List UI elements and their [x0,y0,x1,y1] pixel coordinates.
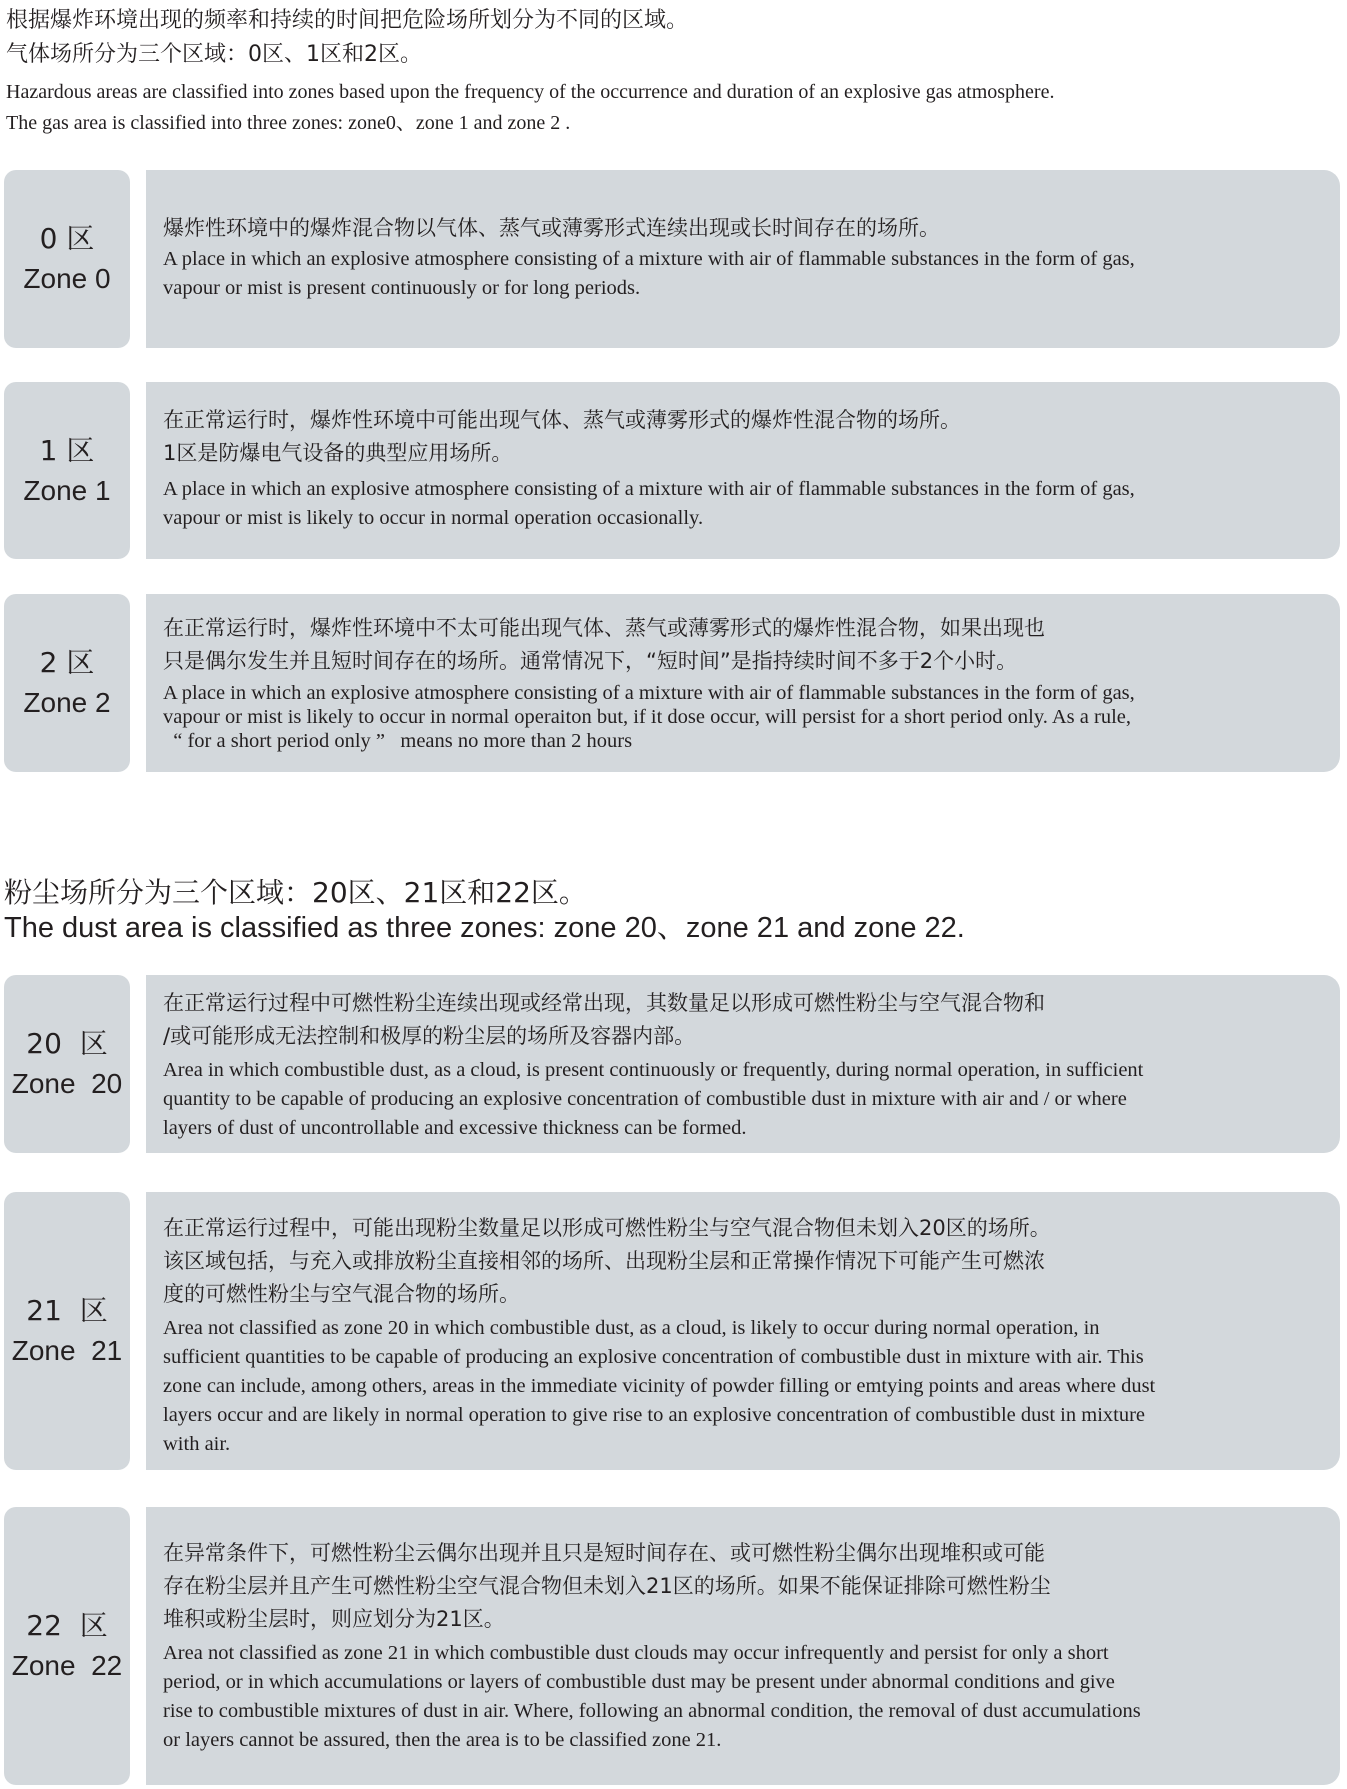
zone-en-line: layers occur and are likely in normal operation to give rise to an explosive concentration of combustible dust in mixture [163,1404,1146,1426]
zone-en-line: A place in which an explosive atmosphere consisting of a mixture with air of flammable substances in the form of gas, [163,478,1135,500]
zone-en-line: “ for a short period only ” means no more than 2 hours [163,730,633,752]
zone-description [146,594,1340,772]
zone-label-en: Zone 20 [11,1068,123,1099]
zone-21-card [4,1192,1340,1470]
zone-zh-line: 在正常运行时，爆炸性环境中可能出现气体、蒸气或薄雾形式的爆炸性混合物的场所。 [163,408,961,432]
zone-20-card [4,975,1340,1153]
intro-zh-line-2: 气体场所分为三个区域：0区、1区和2区。 [6,42,422,67]
zone-zh-line: 在异常条件下，可燃性粉尘云偶尔出现并且只是短时间存在、或可燃性粉尘偶尔出现堆积或可能 [163,1541,1045,1565]
zone-label-box [4,975,130,1153]
intro-section [6,4,1336,139]
zone-en-line: zone can include, among others, areas in the immediate vicinity of powder filling or emtying points and areas where dust [163,1375,1156,1397]
zone-label-en: Zone 2 [23,687,111,718]
dust-heading-zh: 粉尘场所分为三个区域：20区、21区和22区。 [4,876,587,909]
intro-zh-line-1: 根据爆炸环境出现的频率和持续的时间把危险场所划分为不同的区域。 [6,8,689,33]
zone-en-line: A place in which an explosive atmosphere consisting of a mixture with air of flammable substances in the form of gas, [163,682,1135,704]
zone-description [146,975,1340,1153]
zone-en-line: vapour or mist is likely to occur in normal operaiton but, if it dose occur, will persist for a short period only. As a rule, [163,706,1131,728]
zone-en-line: Area not classified as zone 20 in which combustible dust, as a cloud, is likely to occur during normal operation, in [163,1317,1100,1339]
intro-en-line-2: The gas area is classified into three zones: zone0、zone 1 and zone 2 . [6,112,571,134]
zone-en-line: layers of dust of uncontrollable and excessive thickness can be formed. [163,1117,747,1139]
zone-en-line: period, or in which accumulations or layers of combustible dust may be present under abnormal conditions and give [163,1671,1115,1693]
zone-label-zh: 22 区 [26,1609,108,1642]
zone-zh-line: 在正常运行过程中，可能出现粉尘数量足以形成可燃性粉尘与空气混合物但未划入20区的场所。 [163,1216,1051,1240]
zone-label-en: Zone 1 [23,474,111,506]
zone-label-en: Zone 22 [11,1650,123,1681]
zone-label-zh: 20 区 [26,1027,108,1060]
zone-en-line: or layers cannot be assured, then the area is to be classified zone 21. [163,1729,722,1751]
zone-label-box [4,1192,130,1470]
intro-en-line-1: Hazardous areas are classified into zones based upon the frequency of the occurrence and duration of an explosive gas atmosphere. [6,81,1055,103]
zone-description [146,1192,1340,1470]
zone-en-line: Area not classified as zone 21 in which combustible dust clouds may occur infrequently and persist for only a short [163,1642,1109,1664]
dust-section-heading [4,876,1334,946]
zone-label-box [4,382,130,559]
zone-en-line: vapour or mist is present continuously or for long periods. [163,277,641,299]
zone-zh-line: 存在粉尘层并且产生可燃性粉尘空气混合物但未划入21区的场所。如果不能保证排除可燃性粉尘 [163,1574,1051,1598]
zone-zh-line: /或可能形成无法控制和极厚的粉尘层的场所及容器内部。 [163,1024,696,1048]
zone-en-line: quantity to be capable of producing an explosive concentration of combustible dust in mixture with air and / or where [163,1088,1127,1110]
zone-label-box [4,1507,130,1785]
zone-zh-line: 在正常运行时，爆炸性环境中不太可能出现气体、蒸气或薄雾形式的爆炸性混合物，如果出现也 [163,616,1045,640]
zone-zh-line: 该区域包括，与充入或排放粉尘直接相邻的场所、出现粉尘层和正常操作情况下可能产生可燃浓 [163,1249,1045,1273]
zone-label-box [4,170,130,348]
zone-zh-line: 爆炸性环境中的爆炸混合物以气体、蒸气或薄雾形式连续出现或长时间存在的场所。 [163,216,940,240]
zone-zh-line: 度的可燃性粉尘与空气混合物的场所。 [163,1282,520,1306]
zone-zh-line: 只是偶尔发生并且短时间存在的场所。通常情况下，“短时间”是指持续时间不多于2个小时。 [163,649,1018,673]
zone-en-line: rise to combustible mixtures of dust in air. Where, following an abnormal condition, the removal of dust accumulations [163,1700,1141,1722]
zone-label-box [4,594,130,772]
zone-description [146,1507,1340,1785]
zone-0-card [4,170,1340,348]
zone-zh-line: 1区是防爆电气设备的典型应用场所。 [163,441,513,465]
zone-label-zh: 21 区 [26,1294,108,1327]
zone-description [146,382,1340,559]
zone-zh-line: 在正常运行过程中可燃性粉尘连续出现或经常出现，其数量足以形成可燃性粉尘与空气混合物和 [163,991,1045,1015]
zone-en-line: Area in which combustible dust, as a cloud, is present continuously or frequently, during normal operation, in sufficient [163,1059,1144,1081]
zone-description [146,170,1340,348]
zone-en-line: vapour or mist is likely to occur in normal operation occasionally. [163,507,704,529]
zone-label-zh: 0 区 [39,222,95,255]
zone-label-en: Zone 0 [23,263,111,294]
zone-en-line: with air. [163,1433,231,1455]
dust-heading-en: The dust area is classified as three zones: zone 20、zone 21 and zone 22. [4,912,965,944]
zone-en-line: sufficient quantities to be capable of producing an explosive concentration of combustible dust in mixture with air. This [163,1346,1144,1368]
zone-label-en: Zone 21 [11,1335,123,1366]
zone-2-card [4,594,1340,772]
zone-label-zh: 2 区 [39,646,95,679]
zone-en-line: A place in which an explosive atmosphere consisting of a mixture with air of flammable substances in the form of gas, [163,248,1135,270]
zone-22-card [4,1507,1340,1785]
zone-label-zh: 1 区 [39,433,95,467]
zone-zh-line: 堆积或粉尘层时，则应划分为21区。 [163,1607,505,1631]
zone-1-card [4,382,1340,559]
